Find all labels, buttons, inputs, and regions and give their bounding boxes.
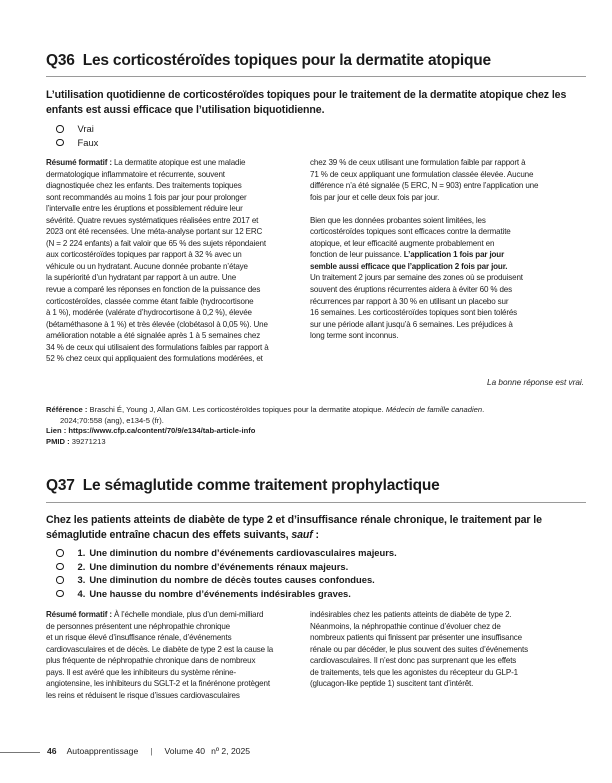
summary-line	[46, 226, 308, 238]
q36-option-label: Faux	[77, 136, 99, 148]
summary-line	[46, 215, 308, 227]
summary-text: sur une période allant jusqu’à 6 semaines. Les préjudices à	[310, 319, 513, 329]
summary-text: corticostéroïdes topiques sont efficaces contre la dermatite	[310, 227, 511, 237]
summary-line	[310, 667, 586, 679]
summary-label: Résumé formatif :	[46, 610, 112, 619]
summary-line	[310, 632, 586, 644]
q37-stem-main: Chez les patients atteints de diabète de type 2 et d’insuffisance rénale chronique, le traitement par le sémaglutide entraîne chacun des effets suivants,	[46, 514, 542, 541]
summary-line	[46, 284, 308, 296]
section-name: Autoapprentissage	[66, 746, 139, 756]
summary-text: corticostéroïdes, classée comme étant faible (hydrocortisone	[46, 296, 254, 306]
volume: Volume 40	[164, 746, 206, 756]
radio-icon[interactable]	[56, 139, 64, 147]
summary-text: (glucagon-like peptide 1) suscitent tant d’intérêt.	[310, 679, 474, 689]
summary-line	[46, 667, 308, 679]
q36-references	[46, 405, 566, 447]
summary-text: de personnes présentent une néphropathie chronique	[46, 621, 230, 631]
pmid-label: PMID :	[46, 436, 70, 446]
summary-text: aux corticostéroïdes topiques par rapport à 32 % avec un	[46, 250, 242, 260]
summary-text: long terme sont inconnus.	[310, 331, 399, 341]
summary-line	[46, 261, 308, 273]
summary-line	[310, 307, 586, 319]
summary-text: fois par jour et celle deux fois par jour.	[310, 192, 440, 202]
summary-text: 16 semaines. Les corticostéroïdes topiques sont bien tolérés	[310, 308, 518, 318]
summary-line	[310, 249, 586, 261]
summary-text: diagnostiquée chez les enfants. Des traitements topiques	[46, 181, 242, 191]
q36-answer-note: La bonne réponse est vrai.	[487, 378, 584, 387]
summary-text: indésirables chez les patients atteints de diabète de type 2.	[310, 610, 512, 619]
summary-line	[46, 655, 308, 667]
reference-text: Braschi É, Young J, Allan GM. Les corticostéroïdes topiques pour la dermatite atopique.	[89, 405, 384, 414]
summary-line	[46, 296, 308, 308]
summary-line	[310, 215, 586, 227]
q36-option-label: Vrai	[77, 123, 94, 135]
summary-text: amélioration notable a été signalée après 1 à 5 semaines chez	[46, 331, 261, 341]
summary-line	[310, 319, 586, 331]
summary-text: différence n’a été signalée (5 ERC, N = 903) entre l’application une	[310, 181, 539, 191]
option-number: 2.	[77, 560, 86, 572]
summary-text: à 1 %), modérée (valérate d’hydrocortisone à 0,2 %), élevée	[46, 308, 252, 318]
summary-text: et un risque élevé d’insuffisance rénale, d’événements	[46, 633, 232, 643]
summary-line	[310, 180, 586, 192]
summary-line	[310, 609, 586, 621]
summary-line	[46, 621, 308, 633]
summary-text: sont recommandés au moins 1 fois par jour pour prolonger	[46, 192, 247, 202]
summary-line	[310, 330, 586, 342]
summary-line	[46, 353, 308, 365]
summary-text: cardiovasculaires. Il n’est donc pas surprenant que les effets	[310, 656, 517, 666]
q36-reference	[46, 405, 566, 416]
summary-text: rénale ou par décéder, le plus souvent des suites d’événements	[310, 644, 528, 654]
q37-title-rule	[46, 502, 586, 503]
reference-citation: 2024;70:558 (ang), e134-5 (fr).	[60, 415, 164, 425]
q37-stem-end: :	[312, 528, 319, 541]
link-label: Lien :	[46, 426, 67, 435]
summary-line	[46, 307, 308, 319]
q36-link	[46, 426, 566, 437]
q36-title-text: Les corticostéroïdes topiques pour la dermatite atopique	[82, 52, 491, 69]
page-number: 46	[47, 746, 57, 756]
summary-line	[46, 180, 308, 192]
q37-title	[46, 477, 586, 495]
summary-text: chez 39 % de ceux utilisant une formulation faible par rapport à	[310, 158, 526, 167]
summary-line	[46, 272, 308, 284]
summary-line	[310, 284, 586, 296]
reference-label: Référence :	[46, 405, 88, 414]
key-point: L’application 1 fois par jour	[403, 250, 505, 260]
q37-option-2[interactable]	[56, 560, 397, 574]
summary-text: Néanmoins, la néphropathie continue d’évoluer chez de	[310, 621, 501, 631]
summary-line	[46, 192, 308, 204]
summary-line	[46, 678, 308, 690]
q37-options	[56, 546, 397, 600]
summary-line	[46, 238, 308, 250]
option-number: 1.	[77, 547, 86, 559]
summary-text: nombreux patients qui finissent par présenter une insuffisance	[310, 633, 522, 643]
summary-line	[310, 296, 586, 308]
summary-text: cardiovasculaires et de décès. Le diabète de type 2 est la cause la	[46, 644, 274, 654]
article-link[interactable]: https://www.cfp.ca/content/70/9/e134/tab-article-info	[68, 426, 256, 435]
q37-option-3[interactable]	[56, 573, 397, 587]
summary-line	[46, 644, 308, 656]
q36-summary-right	[310, 157, 586, 342]
q37-option-4[interactable]	[56, 587, 397, 601]
summary-text: récurrences par rapport à 30 % en utilisant un placebo sur	[310, 296, 509, 306]
summary-text: À l’échelle mondiale, plus d’un demi-milliard	[113, 610, 264, 619]
summary-label: Résumé formatif :	[46, 158, 112, 167]
summary-text: 2023 ont été recensées. Une méta-analyse portant sur 12 ERC	[46, 227, 263, 237]
summary-line	[46, 249, 308, 261]
summary-text: souvent des éruptions récurrentes aidera à éviter 60 % des	[310, 285, 512, 295]
summary-text: véhicule ou un hydratant. Aucune donnée probante n’étaye	[46, 261, 248, 271]
q37-title-text: Le sémaglutide comme traitement prophylactique	[82, 477, 440, 494]
footer-separator: |	[150, 746, 153, 756]
q36-number: Q36	[46, 52, 75, 69]
q37-stem-emphasis: sauf	[291, 528, 313, 541]
summary-line	[46, 319, 308, 331]
summary-line	[46, 690, 308, 702]
option-text: Une diminution du nombre d’événements cardiovasculaires majeurs.	[89, 547, 397, 559]
summary-text: la supériorité d’un hydratant par rapport à un autre. Une	[46, 273, 237, 283]
summary-line	[310, 644, 586, 656]
summary-line	[310, 192, 586, 204]
summary-text: 52 % chez ceux qui appliquaient des formulations modérées, et	[46, 354, 263, 364]
q37-summary-left	[46, 609, 308, 701]
radio-icon[interactable]	[56, 590, 64, 598]
summary-text: plus fréquente de néphropathie chronique dans de nombreux	[46, 656, 256, 666]
summary-text: fonction de leur puissance.	[310, 250, 402, 260]
reference-journal: Médecin de famille canadien	[385, 405, 483, 414]
summary-text: revue a comparé les réponses en fonction de la puissance des	[46, 285, 261, 295]
footer-rule	[0, 752, 40, 753]
q37-number: Q37	[46, 477, 75, 494]
summary-line	[310, 261, 586, 273]
q36-question-stem: L’utilisation quotidienne de corticostéroïdes topiques pour le traitement de la dermatite atopique chez les enfants est aussi efficace que l’utilisation biquotidienne.	[46, 89, 567, 116]
option-text: Une diminution du nombre de décès toutes causes confondues.	[89, 574, 375, 586]
summary-text: de traitements, tels que les agonistes du récepteur du GLP-1	[310, 667, 518, 677]
summary-line	[46, 632, 308, 644]
q36-summary-left	[46, 157, 308, 365]
summary-line	[46, 169, 308, 181]
q37-question-stem	[46, 513, 586, 542]
option-text: Une diminution du nombre d’événements rénaux majeurs.	[89, 560, 349, 572]
q36-pmid	[46, 437, 566, 448]
reference-end: .	[482, 405, 485, 414]
q36-title	[46, 52, 586, 70]
summary-line	[46, 330, 308, 342]
page-footer	[47, 746, 250, 756]
summary-line	[310, 238, 586, 250]
q36-option-faux[interactable]	[56, 136, 98, 150]
radio-icon[interactable]	[56, 549, 64, 557]
summary-line	[310, 621, 586, 633]
q36-options	[56, 122, 98, 149]
summary-text: (bétaméthasone à 1 %) et très élevée (clobétasol à 0,05 %). Une	[46, 319, 268, 329]
q36-title-rule	[46, 76, 586, 77]
summary-line	[46, 157, 308, 169]
issue: nº 2, 2025	[211, 746, 251, 756]
summary-line	[310, 678, 586, 690]
summary-line	[310, 226, 586, 238]
summary-text: sévérité. Quatre revues systématiques réalisées entre 2017 et	[46, 215, 259, 225]
q36-option-vrai[interactable]	[56, 122, 98, 136]
radio-icon[interactable]	[56, 563, 64, 571]
option-text: Une hausse du nombre d’événements indésirables graves.	[89, 588, 351, 600]
summary-line	[46, 342, 308, 354]
summary-line	[310, 157, 586, 169]
summary-line	[310, 272, 586, 284]
radio-icon[interactable]	[56, 125, 64, 133]
q37-option-1[interactable]	[56, 546, 397, 560]
q37-summary-right	[310, 609, 586, 690]
summary-text: (N = 2 224 enfants) a fait valoir que 65 % des sujets répondaient	[46, 238, 266, 248]
summary-text: La dermatite atopique est une maladie	[113, 158, 246, 167]
summary-text: Un traitement 2 jours par semaine des zones où se produisent	[310, 273, 523, 283]
key-point: semble aussi efficace que l’application 2 fois par jour.	[310, 261, 508, 271]
option-number: 3.	[77, 574, 86, 586]
paragraph-gap	[310, 203, 586, 215]
summary-line	[310, 655, 586, 667]
summary-line	[310, 169, 586, 181]
summary-line	[46, 203, 308, 215]
summary-line	[46, 609, 308, 621]
summary-text: pays. Il est avéré que les inhibiteurs du système rénine-	[46, 667, 237, 677]
summary-text: 34 % de ceux qui utilisaient des formulations faibles par rapport à	[46, 342, 269, 352]
summary-text: atopique, et leur efficacité augmente probablement en	[310, 238, 495, 248]
pmid-value: 39271213	[71, 436, 106, 446]
summary-text: les reins et réduisent le risque d’issues cardiovasculaires	[46, 690, 240, 700]
summary-text: angiotensine, les inhibiteurs du SGLT-2 et la finérénone protègent	[46, 679, 270, 689]
summary-text: dermatologique inflammatoire et récurrente, souvent	[46, 169, 225, 179]
option-number: 4.	[77, 588, 86, 600]
summary-text: 71 % de ceux appliquant une formulation classée élevée. Aucune	[310, 169, 534, 179]
summary-text: Bien que les données probantes soient limitées, les	[310, 215, 486, 225]
radio-icon[interactable]	[56, 576, 64, 584]
summary-text: l’intervalle entre les éruptions et possiblement réduire leur	[46, 204, 243, 214]
